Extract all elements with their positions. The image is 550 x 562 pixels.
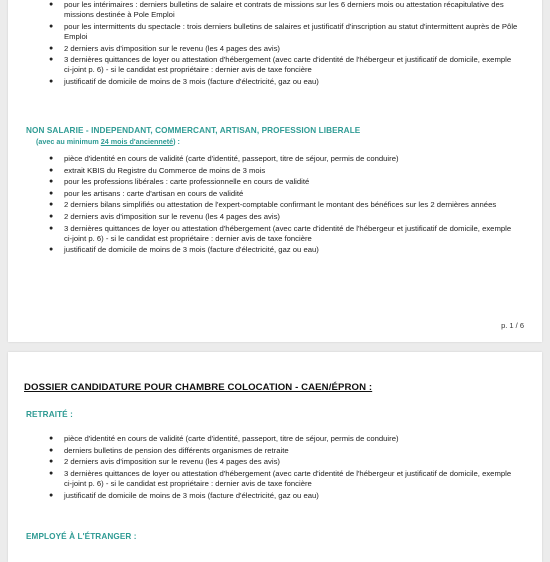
- bullet-icon: ●: [49, 44, 54, 52]
- list-item-text: 2 derniers avis d'imposition sur le revenu (les 4 pages des avis): [64, 211, 280, 221]
- requirements-list-non-salarie: [49, 154, 519, 257]
- section-subtitle-anciennete: [36, 137, 180, 146]
- list-item-text: justificatif de domicile de moins de 3 mois (facture d'électricité, gaz ou eau): [64, 76, 319, 86]
- list-item: [49, 446, 519, 456]
- bullet-icon: ●: [49, 224, 54, 232]
- bullet-icon: ●: [49, 491, 54, 499]
- list-item: [49, 77, 519, 87]
- list-item: [49, 224, 519, 244]
- document-heading: DOSSIER CANDIDATURE POUR CHAMBRE COLOCATION - CAEN/ÉPRON :: [24, 382, 373, 393]
- list-item-text: pour les intérimaires : derniers bulletins de salaire et contrats de missions sur les 6 derniers mois ou attestation récapitulative des missions destinée à Pole Emploi: [64, 0, 504, 20]
- bullet-icon: ●: [49, 178, 54, 186]
- list-item: [49, 55, 519, 75]
- list-item: [49, 154, 519, 164]
- list-item: [49, 434, 519, 444]
- list-item-text: justificatif de domicile de moins de 3 mois (facture d'électricité, gaz ou eau): [64, 490, 319, 500]
- list-item-text: derniers bulletins de pension des différents organismes de retraite: [64, 445, 289, 455]
- list-item-text: extrait KBIS du Registre du Commerce de moins de 3 mois: [64, 165, 266, 175]
- list-item: [49, 200, 519, 210]
- list-item: [49, 189, 519, 199]
- bullet-icon: ●: [49, 246, 54, 254]
- list-item-text: 2 derniers avis d'imposition sur le revenu (les 4 pages des avis): [64, 43, 280, 53]
- bullet-icon: ●: [49, 435, 54, 442]
- bullet-icon: ●: [49, 201, 54, 209]
- bullet-icon: ●: [49, 446, 54, 454]
- subtitle-prefix: (avec au minimum: [36, 137, 101, 146]
- bullet-icon: ●: [49, 1, 54, 8]
- list-item: [49, 469, 519, 489]
- list-item-text: 3 dernières quittances de loyer ou attestation d'hébergement (avec carte d'identité de l'hébergeur et justificatif de domicile, exemple ci-joint p. 6) - si le candidat est propriétaire : dernier avis de taxe foncière: [64, 223, 512, 243]
- list-item: [49, 22, 519, 42]
- list-item-text: 3 dernières quittances de loyer ou attestation d'hébergement (avec carte d'identité de l'hébergeur et justificatif de domicile, exemple ci-joint p. 6) - si le candidat est propriétaire : dernier avis de taxe foncière: [64, 468, 512, 488]
- list-item-text: 2 derniers bilans simplifiés ou attestation de l'expert-comptable confirmant le montant des bénéfices sur les 2 dernières années: [64, 200, 497, 210]
- page-number: p. 1 / 6: [501, 321, 524, 330]
- bullet-icon: ●: [49, 212, 54, 220]
- list-item-text: pour les intermittents du spectacle : trois derniers bulletins de salaires et justificatif d'inscription au statut d'intermittent auprès de Pôle Emploi: [64, 21, 518, 41]
- list-item-text: pour les artisans : carte d'artisan en cours de validité: [64, 188, 244, 198]
- bullet-icon: ●: [49, 155, 54, 162]
- document-page-2: [8, 352, 542, 562]
- section-title-retraite: RETRAITÉ :: [26, 410, 73, 419]
- list-item-text: 3 dernières quittances de loyer ou attestation d'hébergement (avec carte d'identité de l'hébergeur et justificatif de domicile, exemple ci-joint p. 6) - si le candidat est propriétaire : dernier avis de taxe foncière: [64, 55, 512, 75]
- requirements-list-top: [49, 0, 519, 89]
- bullet-icon: ●: [49, 469, 54, 477]
- bullet-icon: ●: [49, 458, 54, 466]
- list-item-text: 2 derniers avis d'imposition sur le revenu (les 4 pages des avis): [64, 457, 280, 467]
- list-item: [49, 44, 519, 54]
- list-item: [49, 177, 519, 187]
- subtitle-suffix: ) :: [173, 137, 180, 146]
- list-item: [49, 212, 519, 222]
- list-item-text: justificatif de domicile de moins de 3 mois (facture d'électricité, gaz ou eau): [64, 245, 319, 255]
- requirements-list-retraite: [49, 434, 519, 502]
- bullet-icon: ●: [49, 189, 54, 197]
- section-title-non-salarie: NON SALARIE - INDEPENDANT, COMMERCANT, ARTISAN, PROFESSION LIBERALE: [26, 126, 361, 135]
- bullet-icon: ●: [49, 56, 54, 64]
- list-item-text: pour les professions libérales : carte professionnelle en cours de validité: [64, 177, 310, 187]
- list-item: [49, 245, 519, 255]
- subtitle-underlined: 24 mois d'ancienneté: [100, 137, 174, 146]
- section-title-employe-etranger: EMPLOYÉ À L'ÉTRANGER :: [26, 532, 137, 541]
- bullet-icon: ●: [49, 77, 54, 85]
- list-item: [49, 166, 519, 176]
- list-item: [49, 0, 519, 20]
- list-item: [49, 491, 519, 501]
- list-item-text: pièce d'identité en cours de validité (carte d'identité, passeport, titre de séjour, permis de conduire): [64, 434, 399, 443]
- list-item-text: pièce d'identité en cours de validité (carte d'identité, passeport, titre de séjour, permis de conduire): [64, 154, 399, 163]
- bullet-icon: ●: [49, 22, 54, 30]
- bullet-icon: ●: [49, 166, 54, 174]
- list-item: [49, 457, 519, 467]
- document-page-1: [8, 0, 542, 342]
